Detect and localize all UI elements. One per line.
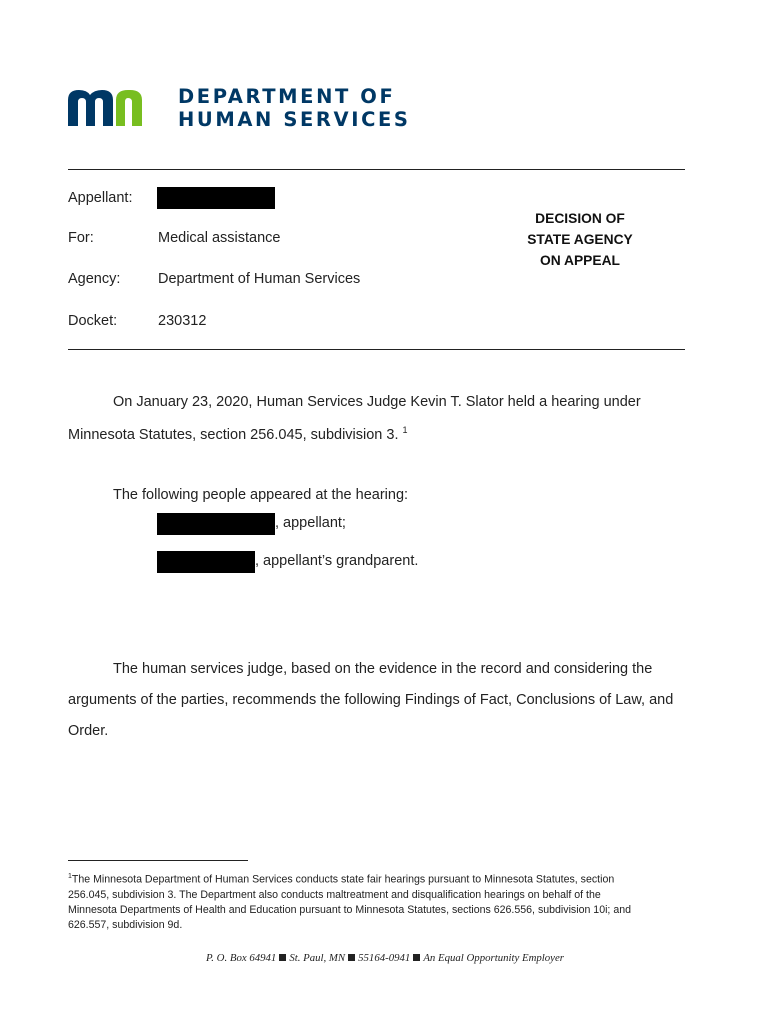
footer-eoe: An Equal Opportunity Employer: [423, 952, 564, 964]
para1-line2-text: Minnesota Statutes, section 256.045, subdivision 3.: [68, 426, 399, 443]
footnote-line1: [68, 869, 698, 888]
appeared-intro: The following people appeared at the hearing:: [113, 487, 409, 503]
decision-line-3: ON APPEAL: [540, 253, 620, 268]
footnote-line4: 626.557, subdivision 9d.: [68, 919, 183, 932]
footnote-rule: [68, 860, 248, 861]
agency-label: Agency:: [68, 271, 121, 287]
docket-value: 230312: [158, 313, 207, 329]
appearance2-suffix: , appellant’s grandparent.: [255, 553, 419, 569]
para2-line2: arguments of the parties, recommends the following Findings of Fact, Conclusions of Law, and: [68, 692, 674, 708]
caption-bottom-rule: [68, 349, 685, 350]
logo-text-line1: DEPARTMENT OF: [178, 85, 396, 108]
redacted-appellant-name: [157, 187, 275, 209]
decision-heading: [500, 208, 660, 271]
square-bullet-icon: [279, 954, 286, 961]
decision-line-1: DECISION OF: [535, 211, 625, 226]
for-value: Medical assistance: [158, 230, 281, 246]
footer-city: St. Paul, MN: [289, 952, 346, 964]
para1-line1: On January 23, 2020, Human Services Judge Kevin T. Slator held a hearing under: [113, 394, 641, 410]
footnote: [68, 869, 698, 933]
redacted-appearance-1: [157, 513, 275, 535]
top-rule: [68, 169, 685, 170]
para1-line2: [68, 425, 408, 443]
para2-line1: The human services judge, based on the evidence in the record and considering the: [113, 661, 653, 677]
page-footer: [0, 952, 770, 964]
footnote-ref[interactable]: 1: [402, 425, 408, 435]
appellant-label: Appellant:: [68, 190, 133, 206]
footer-address: P. O. Box 64941: [206, 952, 277, 964]
for-label: For:: [68, 230, 94, 246]
dhs-logo: [68, 86, 413, 132]
footnote-line1-text: The Minnesota Department of Human Services conducts state fair hearings pursuant to Minnesota Statutes, section: [71, 873, 615, 886]
redacted-appearance-2: [157, 551, 255, 573]
logo-text-line2: HUMAN SERVICES: [178, 108, 411, 131]
appearance1-suffix: , appellant;: [275, 515, 346, 531]
footnote-line2: 256.045, subdivision 3. The Department also conducts maltreatment and disqualification hearings on behalf of the: [68, 888, 601, 901]
mn-logo-icon: [68, 86, 164, 132]
agency-value: Department of Human Services: [158, 271, 361, 287]
footer-zip: 55164-0941: [358, 952, 411, 964]
docket-label: Docket:: [68, 313, 118, 329]
square-bullet-icon: [348, 954, 355, 961]
footnote-number: 1: [68, 873, 72, 880]
decision-line-2: STATE AGENCY: [527, 232, 633, 247]
footnote-line3: Minnesota Departments of Health and Education pursuant to Minnesota Statutes, sections 626.556, subdivision 10i; and: [68, 903, 631, 916]
square-bullet-icon: [413, 954, 420, 961]
para2-line3: Order.: [68, 723, 109, 739]
